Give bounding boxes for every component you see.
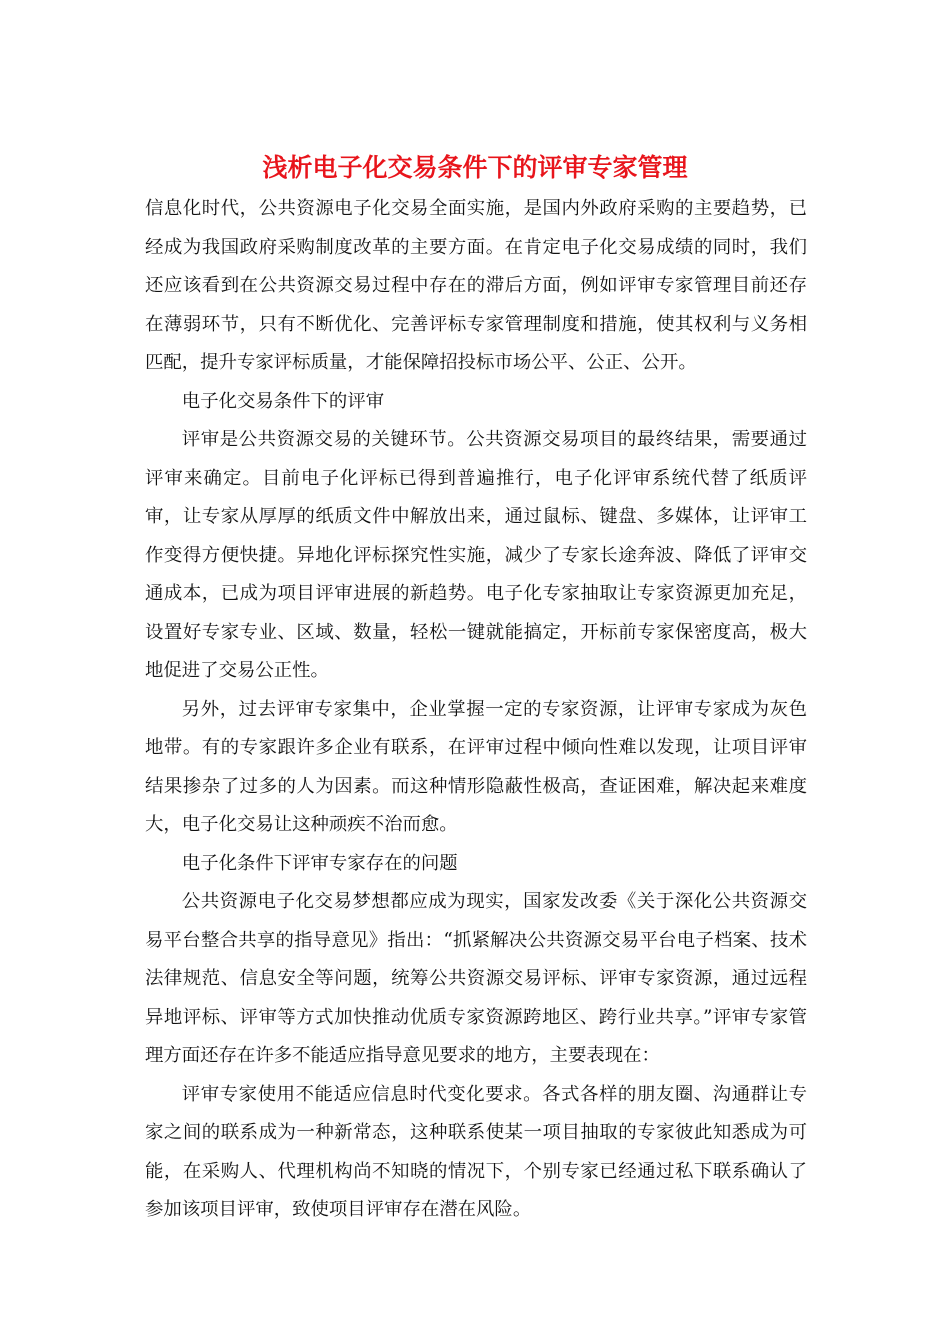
document-body [145, 190, 807, 1230]
section-heading: 电子化交易条件下的评审 [181, 390, 385, 412]
section-heading: 电子化条件下评审专家存在的问题 [181, 852, 458, 874]
paragraph: 评审专家使用不能适应信息时代变化要求。各式各样的朋友圈、沟通群让专家之间的联系成为一种新常态，这种联系使某一项目抽取的专家彼此知悉成为可能，在采购人、代理机构尚不知晓的情况下，个别专家已经通过私下联系确认了参加该项目评审，致使项目评审存在潜在风险。 [145, 1083, 807, 1220]
paragraph: 评审是公共资源交易的关键环节。公共资源交易项目的最终结果，需要通过评审来确定。目前电子化评标已得到普遍推行，电子化评审系统代替了纸质评审，让专家从厚厚的纸质文件中解放出来，通过鼠标、键盘、多媒体，让评审工作变得方便快捷。异地化评标探究性实施，减少了专家长途奔波、降低了评审交通成本，已成为项目评审进展的新趋势。电子化专家抽取让专家资源更加充足，设置好专家专业、区域、数量，轻松一键就能搞定，开标前专家保密度高，极大地促进了交易公正性。 [145, 429, 807, 681]
paragraph: 信息化时代，公共资源电子化交易全面实施，是国内外政府采购的主要趋势，已经成为我国政府采购制度改革的主要方面。在肯定电子化交易成绩的同时，我们还应该看到在公共资源交易过程中存在的滞后方面，例如评审专家管理目前还存在薄弱环节，只有不断优化、完善评标专家管理制度和措施，使其权利与义务相匹配，提升专家评标质量，才能保障招投标市场公平、公正、公开。 [145, 198, 807, 373]
paragraph: 另外，过去评审专家集中，企业掌握一定的专家资源，让评审专家成为灰色地带。有的专家跟许多企业有联系，在评审过程中倾向性难以发现，让项目评审结果掺杂了过多的人为因素。而这种情形隐蔽性极高，查证困难，解决起来难度大，电子化交易让这种顽疾不治而愈。 [145, 698, 807, 835]
document-title: 浅析电子化交易条件下的评审专家管理 [262, 153, 688, 182]
paragraph: 公共资源电子化交易梦想都应成为现实，国家发改委《关于深化公共资源交易平台整合共享的指导意见》指出：“抓紧解决公共资源交易平台电子档案、技术法律规范、信息安全等问题，统筹公共资源交易评标、评审专家资源，通过远程异地评标、评审等方式加快推动优质专家资源跨地区、跨行业共享。”评审专家管理方面还存在许多不能适应指导意见要求的地方，主要表现在： [145, 891, 807, 1066]
